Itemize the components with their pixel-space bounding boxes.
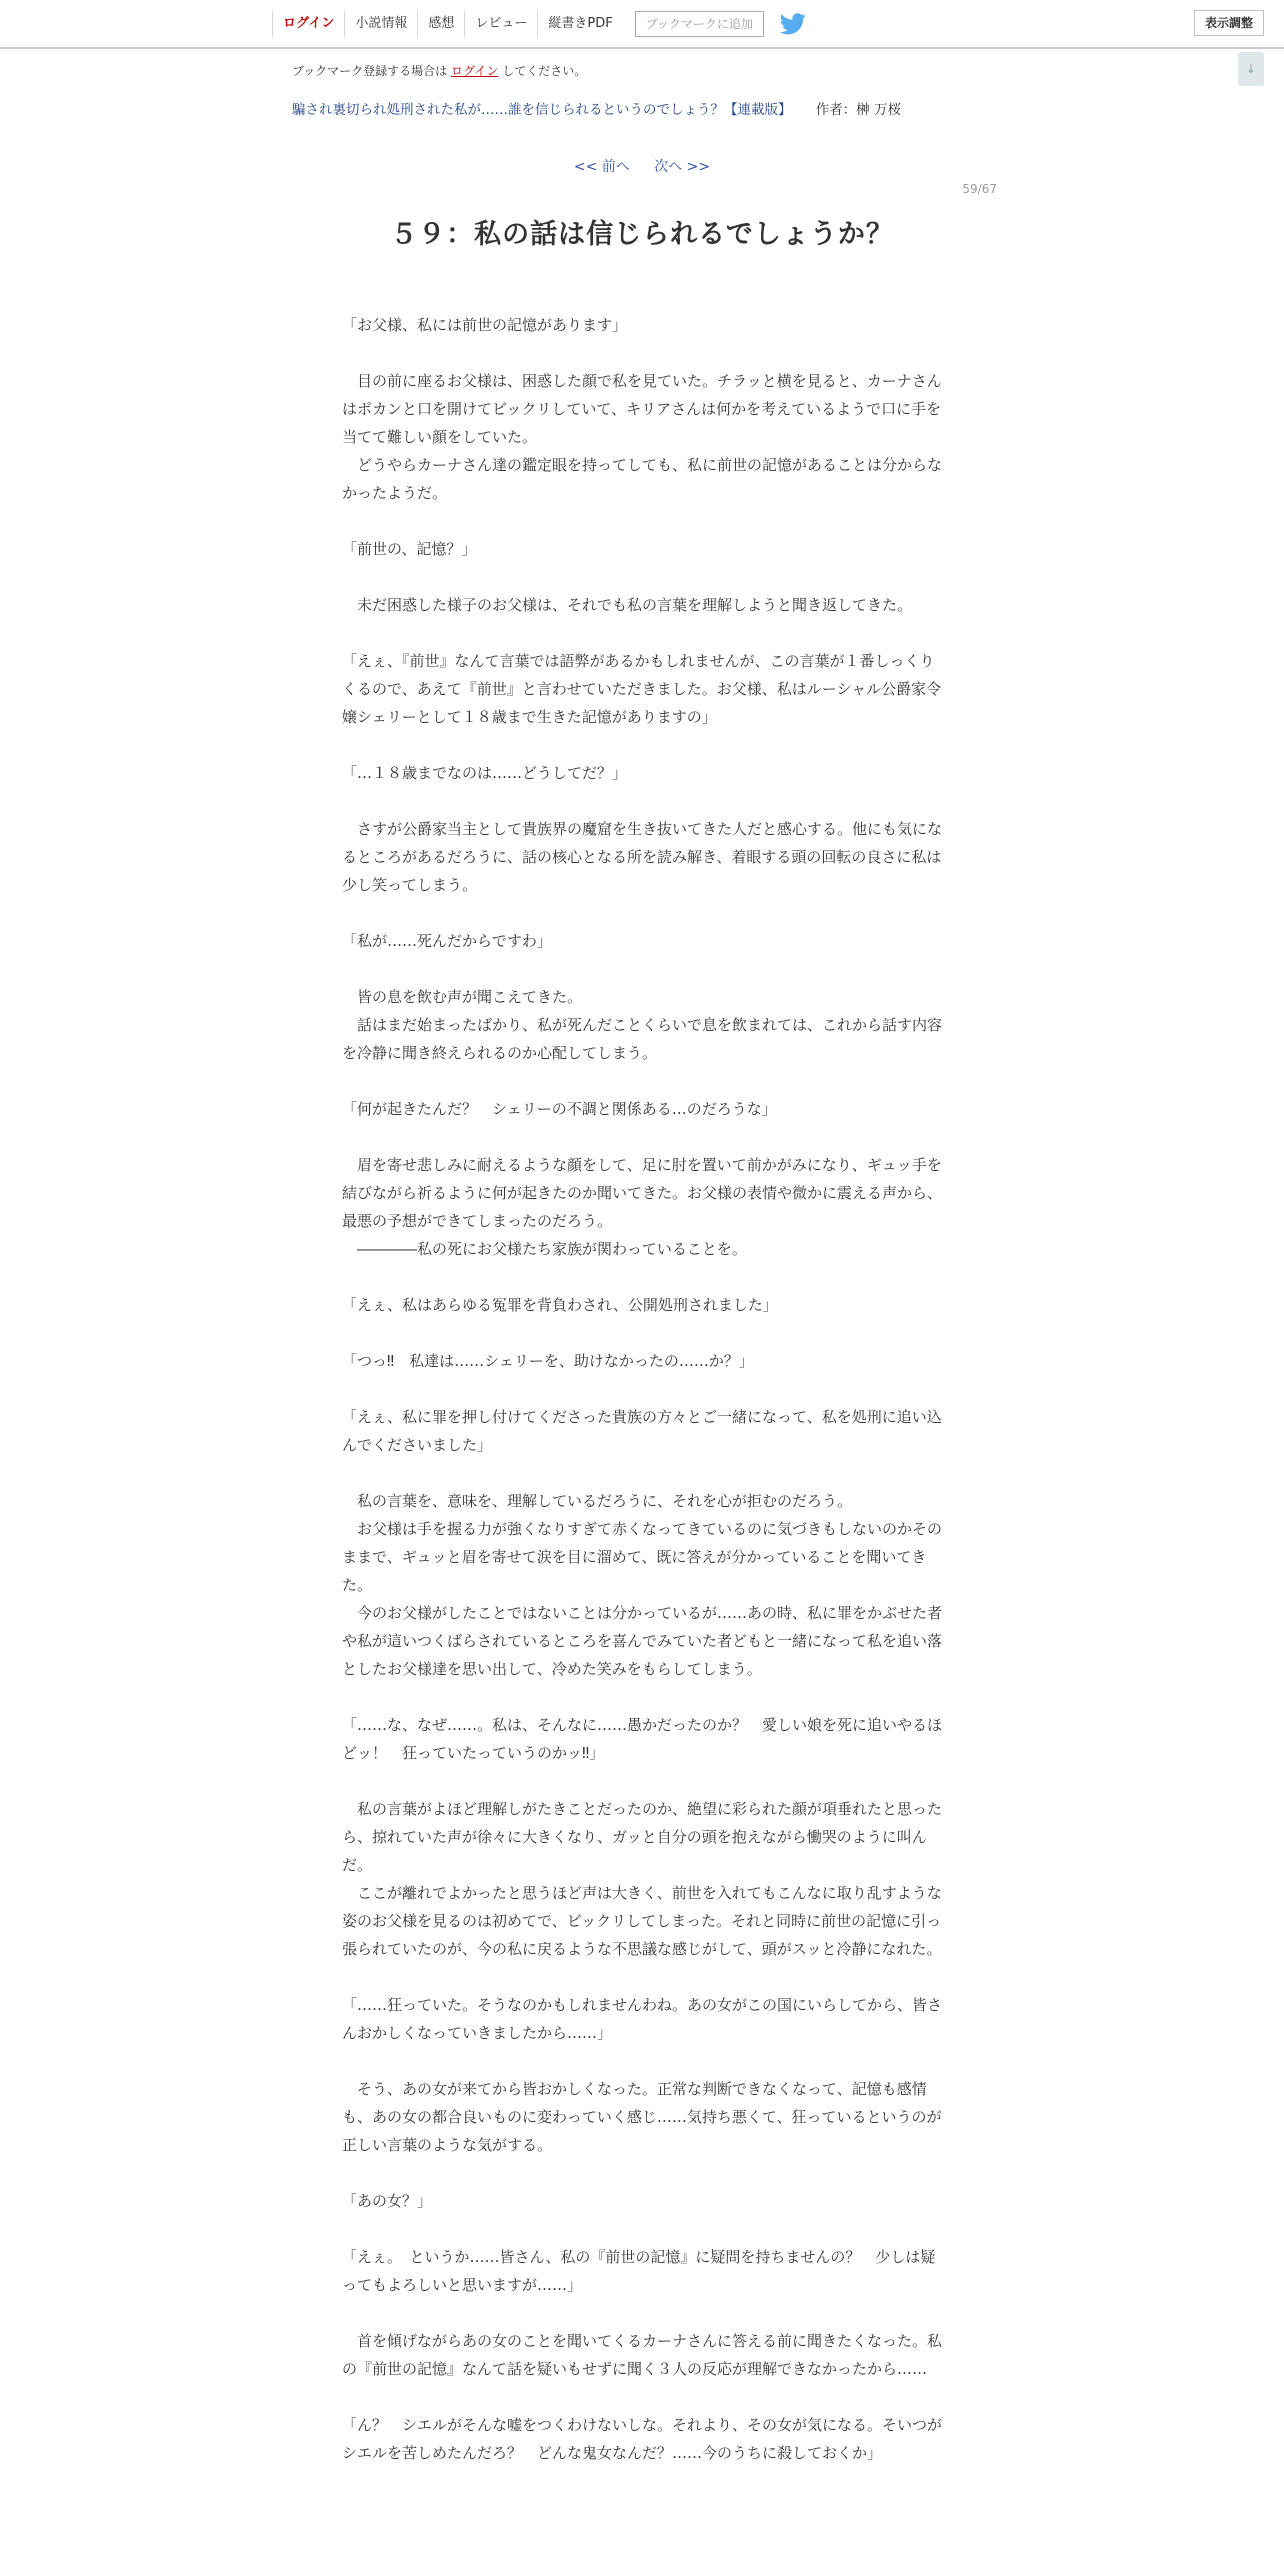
prev-chapter-link[interactable]: << 前へ bbox=[573, 159, 630, 175]
body-paragraph: お父様は手を握る力が強くなりすぎて赤くなってきているのに気づきもしないのかそのままで、ギュッと眉を寄せて涙を目に溜めて、既に答えが分かっていることを聞いてきた。 bbox=[342, 1520, 943, 1594]
body-paragraph: どうやらカーナさん達の鑑定眼を持ってしても、私に前世の記憶があることは分からなかったようだ。 bbox=[342, 456, 943, 502]
author-name: 作者：榊 万桜 bbox=[815, 102, 902, 118]
twitter-bird-icon[interactable] bbox=[780, 13, 806, 35]
next-chapter-link[interactable]: 次へ >> bbox=[654, 159, 711, 175]
body-paragraph bbox=[342, 899, 942, 927]
body-paragraph: 「お父様、私には前世の記憶があります」 bbox=[342, 316, 628, 334]
chapter-number: 59/67 bbox=[962, 182, 997, 196]
notice-suffix: してください。 bbox=[502, 64, 587, 78]
body-paragraph bbox=[342, 2159, 942, 2187]
body-paragraph bbox=[342, 1067, 942, 1095]
body-paragraph: 「何が起きたんだ？ シェリーの不調と関係ある…のだろうな」 bbox=[342, 1100, 777, 1118]
body-paragraph: そう、あの女が来てから皆おかしくなった。正常な判断できなくなって、記憶も感情も、あの女の都合良いものに変わっていく感じ……気持ち悪くて、狂っているというのが正しい言葉のような気がする。 bbox=[342, 2080, 942, 2154]
body-paragraph bbox=[342, 507, 942, 535]
body-paragraph: 話はまだ始まったばかり、私が死んだことくらいで息を飲まれては、これから話す内容を冷静に聞き終えられるのか心配してしまう。 bbox=[342, 1016, 943, 1062]
top-navigation-bar bbox=[0, 0, 1284, 49]
body-paragraph: 首を傾げながらあの女のことを聞いてくるカーナさんに答える前に聞きたくなった。私の『前世の記憶』なんて話を疑いもせずに聞く３人の反応が理解できなかったから…… bbox=[342, 2332, 943, 2378]
body-paragraph bbox=[342, 2047, 942, 2075]
bookmark-login-notice bbox=[292, 62, 586, 79]
body-paragraph: 「えぇ、私に罪を押し付けてくださった貴族の方々とご一緒になって、私を処刑に追い込んでくださいました」 bbox=[342, 1408, 942, 1454]
body-paragraph: 「えぇ、『前世』なんて言葉では語弊があるかもしれませんが、この言葉が１番しっくりくるので、あえて『前世』と言わせていただきました。お父様、私はルーシャル公爵家令嬢シェリーとして１８歳まで生きた記憶がありますの」 bbox=[342, 652, 942, 726]
body-paragraph: ここが離れでよかったと思うほど声は大きく、前世を入れてもこんなに取り乱すような姿のお父様を見るのは初めてで、ビックリしてしまった。それと同時に前世の記憶に引っ張られていたのが、今の私に戻るような不思議な感じがして、頭がスッと冷静になれた。 bbox=[342, 1884, 942, 1958]
scroll-down-tab[interactable]: ↓ bbox=[1238, 52, 1264, 86]
body-paragraph bbox=[342, 563, 942, 591]
body-paragraph bbox=[342, 1683, 942, 1711]
top-nav bbox=[272, 0, 806, 47]
body-paragraph bbox=[342, 619, 942, 647]
series-title-link[interactable]: 騙され裏切られ処刑された私が……誰を信じられるというのでしょう？【連載版】 bbox=[292, 102, 792, 118]
body-paragraph: 今のお父様がしたことではないことは分かっているが……あの時、私に罪をかぶせた者や私が這いつくばらされているところを喜んでみていた者どもと一緒になって私を追い落としたお父様達を思い出して、冷めた笑みをもらしてしまう。 bbox=[342, 1604, 943, 1678]
body-paragraph bbox=[342, 1767, 942, 1795]
nav-novel-info-link[interactable]: 小説情報 bbox=[344, 11, 417, 37]
nav-impressions-link[interactable]: 感想 bbox=[417, 11, 464, 37]
body-paragraph: 「えぇ、私はあらゆる冤罪を背負わされ、公開処刑されました」 bbox=[342, 1296, 778, 1314]
nav-vertical-pdf-link[interactable]: 縦書きPDF bbox=[537, 11, 622, 37]
body-paragraph: 未だ困惑した様子のお父様は、それでも私の言葉を理解しようと聞き返してきた。 bbox=[342, 596, 913, 614]
body-paragraph: 皆の息を飲む声が聞こえてきた。 bbox=[342, 988, 583, 1006]
body-paragraph bbox=[342, 2299, 942, 2327]
body-paragraph: さすが公爵家当主として貴族界の魔窟を生き抜いてきた人だと感心する。他にも気になるところがあるだろうに、話の核心となる所を読み解き、着眼する頭の回転の良さに私は少し笑ってしまう。 bbox=[342, 820, 943, 894]
notice-login-link[interactable]: ログイン bbox=[451, 64, 499, 78]
body-paragraph bbox=[342, 787, 942, 815]
body-paragraph: 「私が……死んだからですわ」 bbox=[342, 932, 552, 950]
display-settings-button[interactable]: 表示調整 bbox=[1194, 10, 1264, 36]
body-paragraph: 「つっ‼ 私達は……シェリーを、助けなかったの……か？」 bbox=[342, 1352, 754, 1370]
body-paragraph bbox=[342, 1123, 942, 1151]
body-paragraph: 私の言葉を、意味を、理解しているだろうに、それを心が拒むのだろう。 bbox=[342, 1492, 853, 1510]
nav-review-link[interactable]: レビュー bbox=[464, 11, 537, 37]
body-paragraph bbox=[342, 1263, 942, 1291]
body-paragraph bbox=[342, 1459, 942, 1487]
body-paragraph: 「…１８歳までなのは……どうしてだ？」 bbox=[342, 764, 628, 782]
body-paragraph: 「ん？ シエルがそんな嘘をつくわけないしな。それより、その女が気になる。そいつがシエルを苦しめたんだろ？ どんな鬼女なんだ？……今のうちに殺しておくか」 bbox=[342, 2416, 943, 2462]
novel-body bbox=[342, 311, 942, 2467]
body-paragraph bbox=[342, 2383, 942, 2411]
chapter-pager bbox=[0, 156, 1284, 176]
body-paragraph: 「前世の、記憶？」 bbox=[342, 540, 477, 558]
body-paragraph: 「……な、なぜ……。私は、そんなに……愚かだったのか？ 愛しい娘を死に追いやるほどッ！ 狂っていたっていうのかッ‼」 bbox=[342, 1716, 943, 1762]
body-paragraph bbox=[342, 1375, 942, 1403]
chapter-title: ５９：私の話は信じられるでしょうか？ bbox=[390, 219, 894, 250]
body-paragraph: 眉を寄せ悲しみに耐えるような顔をして、足に肘を置いて前かがみになり、ギュッ手を結びながら祈るように何が起きたのか聞いてきた。お父様の表情や微かに震える声から、最悪の予想ができてしまったのだろう。 bbox=[342, 1156, 943, 1230]
body-paragraph: ――――私の死にお父様たち家族が関わっていることを。 bbox=[342, 1240, 747, 1258]
body-paragraph: 「あの女？」 bbox=[342, 2192, 433, 2210]
body-paragraph bbox=[342, 2215, 942, 2243]
body-paragraph bbox=[342, 1963, 942, 1991]
body-paragraph bbox=[342, 1319, 942, 1347]
body-paragraph bbox=[342, 339, 942, 367]
notice-prefix: ブックマーク登録する場合は bbox=[292, 64, 448, 78]
nav-login-link[interactable]: ログイン bbox=[272, 11, 344, 37]
body-paragraph: 「えぇ。 というか……皆さん、私の『前世の記憶』に疑問を持ちませんの？ 少しは疑ってもよろしいと思いますが……」 bbox=[342, 2248, 936, 2294]
body-paragraph bbox=[342, 955, 942, 983]
body-paragraph: 私の言葉がよほど理解しがたきことだったのか、絶望に彩られた顔が項垂れたと思ったら、掠れていた声が徐々に大きくなり、ガッと自分の頭を抱えながら慟哭のように叫んだ。 bbox=[342, 1800, 943, 1874]
body-paragraph: 「……狂っていた。そうなのかもしれませんわね。あの女がこの国にいらしてから、皆さんおかしくなっていきましたから……」 bbox=[342, 1996, 943, 2042]
body-paragraph: 目の前に座るお父様は、困惑した顔で私を見ていた。チラッと横を見ると、カーナさんはポカンと口を開けてビックリしていて、キリアさんは何かを考えているようで口に手を当てて難しい顔をしていた。 bbox=[342, 372, 942, 446]
body-paragraph bbox=[342, 731, 942, 759]
series-info bbox=[292, 98, 901, 118]
add-bookmark-button[interactable]: ブックマークに追加 bbox=[635, 11, 764, 37]
